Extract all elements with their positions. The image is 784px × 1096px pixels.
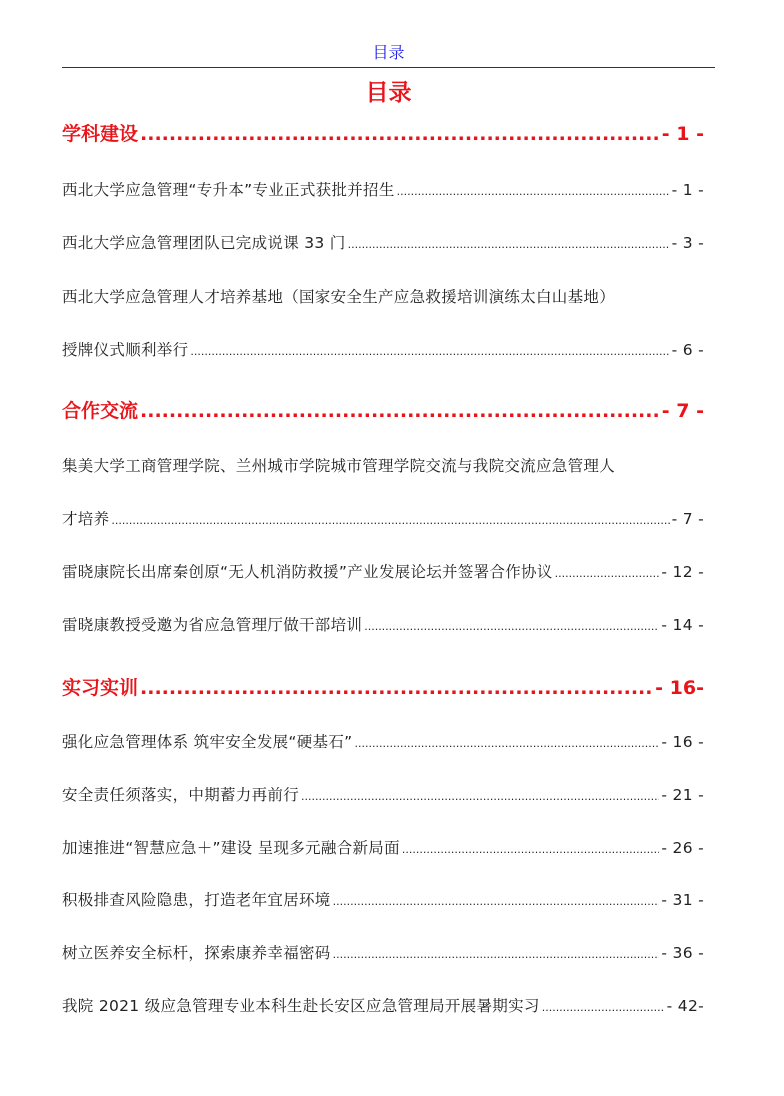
dot-leader [355, 737, 660, 750]
toc-entry-1[interactable] [62, 178, 704, 200]
dot-leader [333, 948, 660, 961]
dot-leader [542, 1001, 665, 1014]
toc-entry-3-line1[interactable]: 西北大学应急管理人才培养基地（国家安全生产应急救援培训演练太白山基地） [62, 288, 616, 306]
entry-page: - 7 - [671, 510, 704, 528]
entry-page: - 21 - [661, 786, 704, 804]
toc-entry-7[interactable] [62, 730, 704, 752]
entry-title: 雷晓康院长出席秦创原“无人机消防救援”产业发展论坛并签署合作协议 [62, 563, 553, 581]
entry-title: 加速推进“智慧应急＋”建设 呈现多元融合新局面 [62, 839, 400, 857]
dot-leader [111, 514, 669, 527]
dot-leader [333, 895, 660, 908]
dot-leader [301, 790, 659, 803]
toc-entry-3[interactable] [62, 338, 704, 360]
dot-leader [140, 123, 660, 145]
entry-page: - 1 - [671, 181, 704, 199]
toc-entry-4[interactable] [62, 507, 704, 529]
entry-title: 树立医养安全标杆，探索康养幸福密码 [62, 944, 331, 962]
entry-title: 授牌仪式顺利举行 [62, 341, 189, 359]
entry-page: - 42- [666, 997, 704, 1015]
dot-leader [402, 843, 660, 856]
toc-entry-6[interactable] [62, 613, 704, 635]
toc-entry-10[interactable] [62, 888, 704, 910]
entry-page: - 6 - [671, 341, 704, 359]
entry-page: - 31 - [661, 891, 704, 909]
entry-title: 积极排查风险隐患，打造老年宜居环境 [62, 891, 331, 909]
section-page: - 1 - [661, 123, 704, 145]
section-label: 合作交流 [62, 400, 139, 422]
entry-title: 雷晓康教授受邀为省应急管理厅做干部培训 [62, 616, 363, 634]
toc-entry-8[interactable] [62, 783, 704, 805]
section-page: - 16- [655, 677, 704, 699]
entry-page: - 36 - [661, 944, 704, 962]
toc-section-2[interactable] [62, 396, 704, 423]
dot-leader [348, 238, 670, 251]
dot-leader [140, 400, 660, 422]
dot-leader [397, 185, 670, 198]
section-label: 学科建设 [62, 123, 139, 145]
dot-leader [140, 677, 653, 699]
entry-page: - 3 - [671, 234, 704, 252]
section-label: 实习实训 [62, 677, 139, 699]
toc-entry-5[interactable] [62, 560, 704, 582]
toc-entry-11[interactable] [62, 941, 704, 963]
dot-leader [555, 567, 660, 580]
entry-page: - 12 - [661, 563, 704, 581]
running-header: 目录 [372, 43, 405, 62]
toc-section-1[interactable] [62, 119, 704, 146]
toc-entry-9[interactable] [62, 836, 704, 858]
entry-page: - 14 - [661, 616, 704, 634]
entry-title: 才培养 [62, 510, 110, 528]
dot-leader [364, 620, 659, 633]
entry-title: 西北大学应急管理团队已完成说课 33 门 [62, 234, 346, 252]
entry-title: 西北大学应急管理“专升本”专业正式获批并招生 [62, 181, 395, 199]
toc-entry-12[interactable] [62, 994, 704, 1016]
entry-title: 我院 2021 级应急管理专业本科生赴长安区应急管理局开展暑期实习 [62, 997, 540, 1015]
entry-title: 安全责任须落实，中期蓄力再前行 [62, 786, 300, 804]
toc-entry-4-line1[interactable]: 集美大学工商管理学院、兰州城市学院城市管理学院交流与我院交流应急管理人 [62, 457, 616, 475]
entry-page: - 16 - [661, 733, 704, 751]
header-divider [62, 67, 715, 68]
toc-title: 目录 [365, 80, 412, 106]
toc-entry-2[interactable] [62, 231, 704, 253]
entry-page: - 26 - [661, 839, 704, 857]
toc-section-3[interactable] [62, 673, 704, 700]
section-page: - 7 - [661, 400, 704, 422]
entry-title: 强化应急管理体系 筑牢安全发展“硬基石” [62, 733, 353, 751]
dot-leader [190, 345, 669, 358]
